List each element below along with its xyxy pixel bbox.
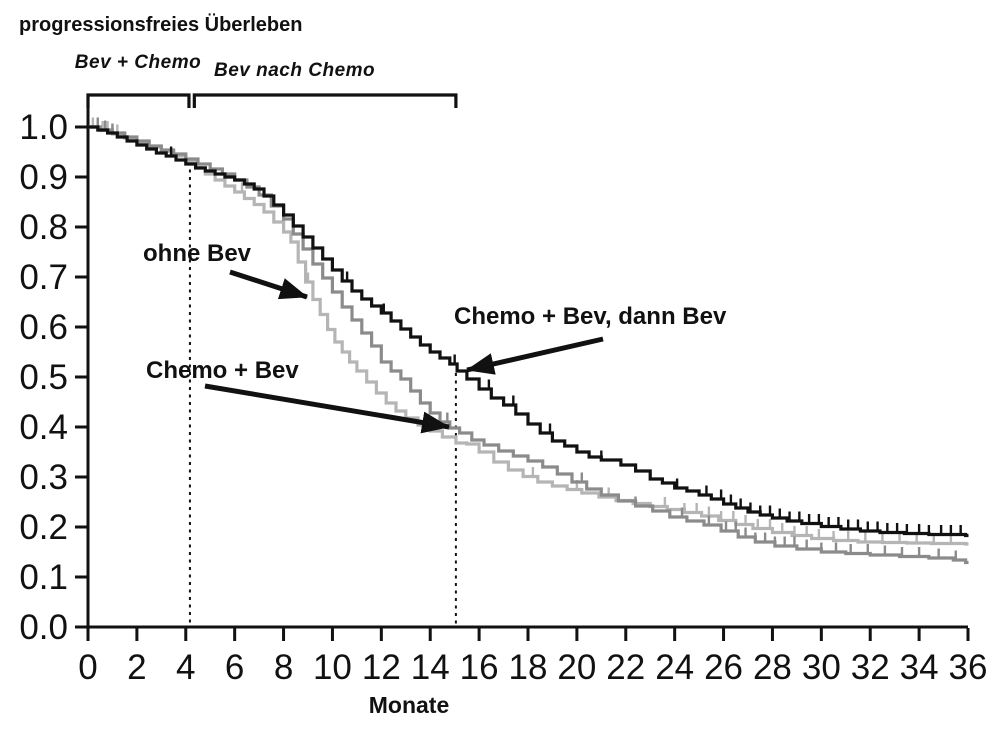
y-tick-label: 0.9 [19,158,68,197]
y-tick-label: 0.3 [19,458,68,497]
x-tick-label: 2 [127,648,147,687]
x-tick-label: 16 [459,648,499,687]
x-tick-label: 6 [224,648,245,687]
phase-bracket [88,95,189,108]
annotation-arrows [205,272,603,427]
x-tick-label: 34 [899,648,939,687]
x-tick-label: 26 [704,648,744,687]
phase-bracket-label-bev-nach-chemo: Bev nach Chemo [214,60,376,81]
arrow-ohne-bev [230,272,307,297]
phase-bracket-label-bev-plus-chemo: Bev + Chemo [74,52,202,73]
x-tick-label: 18 [508,648,548,687]
survival-curves [88,118,969,563]
annotation-ohne-bev: ohne Bev [143,240,252,267]
x-tick-label: 12 [361,648,401,687]
y-tick-label: 0.0 [19,608,68,647]
survival-curve-ohne-bev [88,127,969,544]
y-tick-label: 0.7 [19,258,68,297]
x-axis-title: Monate [368,692,450,718]
y-tick-label: 1.0 [19,108,68,147]
y-tick-label: 0.6 [19,308,68,347]
x-tick-label: 28 [752,648,792,687]
x-tick-label: 8 [273,648,294,687]
y-tick-label: 0.1 [19,558,68,597]
y-tick-label: 0.8 [19,208,68,247]
x-tick-label: 0 [78,648,98,687]
annotation-chemo-plus-bev: Chemo + Bev [146,357,299,384]
phase-brackets [88,95,456,108]
chart-title: progressionsfreies Überleben [19,14,303,36]
x-tick-label: 30 [801,648,841,687]
x-tick-label: 32 [850,648,890,687]
phase-bracket [194,95,456,108]
x-tick-label: 14 [410,648,450,687]
x-tick-label: 10 [312,648,352,687]
x-tick-label: 24 [655,648,695,687]
y-tick-label: 0.5 [19,358,68,397]
survival-curve-chemo-bev-dann-bev [88,127,969,536]
x-tick-label: 4 [176,648,196,687]
arrow-chemo-bev-dann-bev [467,339,603,370]
y-tick-label: 0.2 [19,508,68,547]
survival-curve-chemo-bev [88,127,969,563]
x-tick-label: 36 [948,648,988,687]
y-tick-label: 0.4 [19,408,68,447]
x-tick-label: 20 [557,648,597,687]
x-tick-label: 22 [606,648,646,687]
annotation-chemo-bev-dann-bev: Chemo + Bev, dann Bev [454,303,727,330]
dashed-reference-lines [190,170,456,628]
